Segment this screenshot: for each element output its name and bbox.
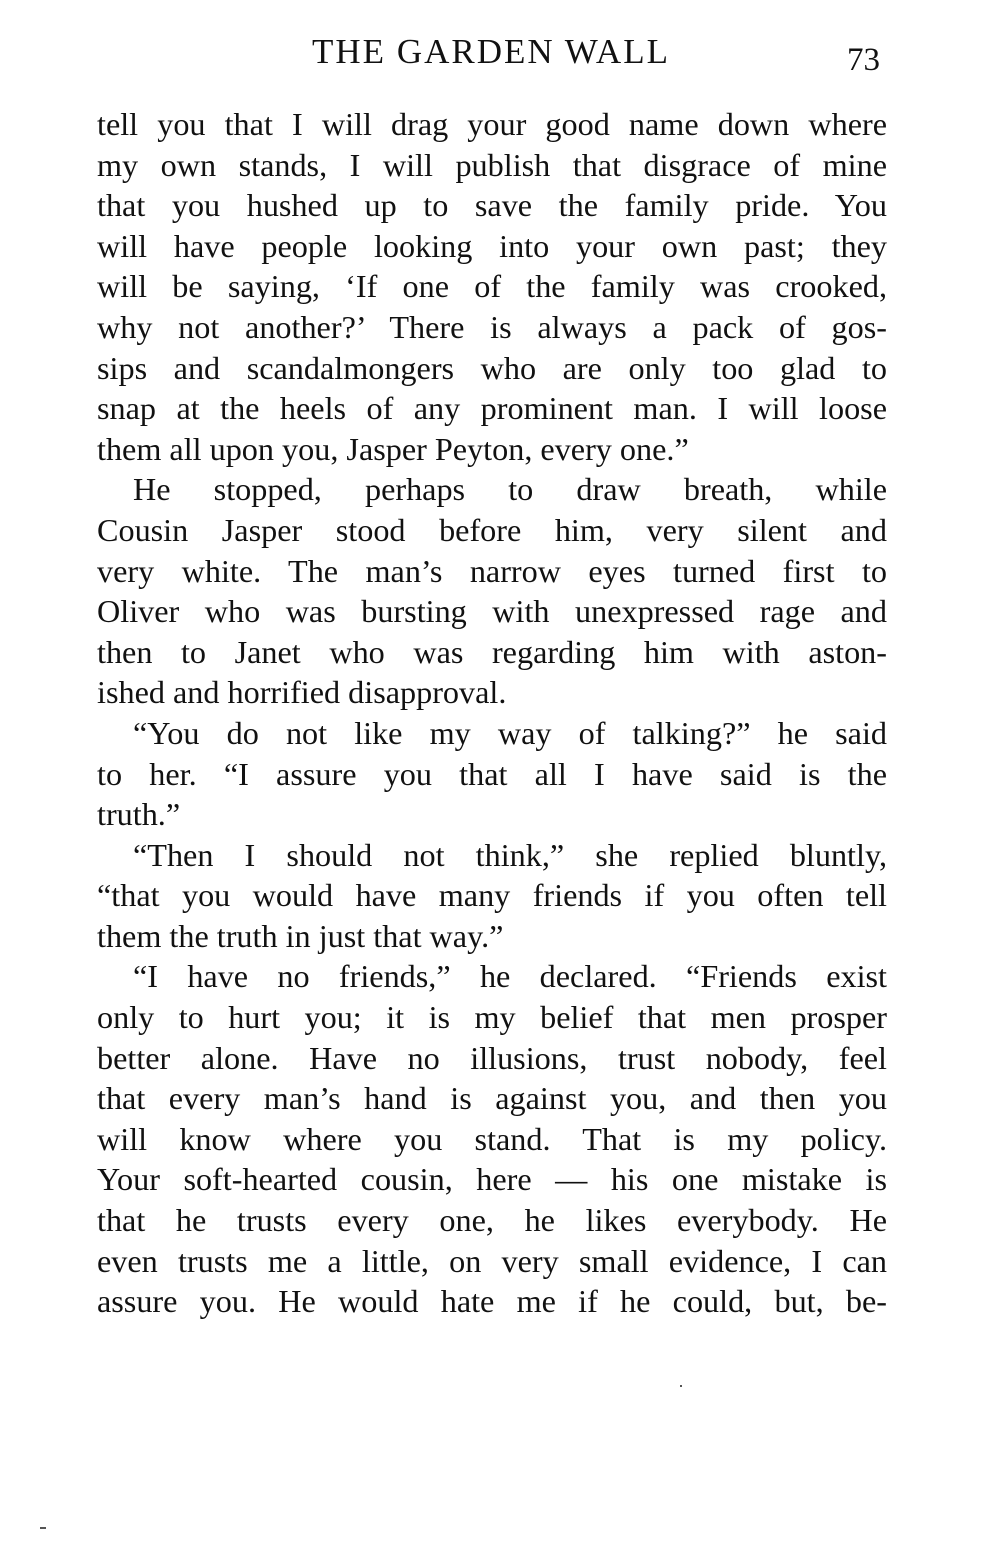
text-line: them all upon you, Jasper Peyton, every one.” <box>97 430 689 467</box>
scan-speck <box>680 1385 682 1387</box>
text-line: them the truth in just that way.” <box>97 917 504 954</box>
text-line: “that you would have many friends if you often tell <box>97 877 887 914</box>
text-line: that you hushed up to save the family pride. You <box>97 187 887 224</box>
text-line: snap at the heels of any prominent man. I will loose <box>97 390 887 427</box>
text-line: assure you. He would hate me if he could, but, be- <box>97 1283 887 1320</box>
text-line: “You do not like my way of talking?” he said <box>133 714 887 751</box>
text-line: truth.” <box>97 796 181 833</box>
text-line: to her. “I assure you that all I have said is the <box>97 755 887 792</box>
running-head <box>96 30 886 80</box>
text-line: Oliver who was bursting with unexpressed rage and <box>97 593 887 630</box>
scan-speck <box>40 1527 46 1529</box>
text-line: tell you that I will drag your good name down where <box>97 106 887 142</box>
text-line: ished and horrified disapproval. <box>97 674 507 711</box>
text-line: then to Janet who was regarding him with aston- <box>97 633 887 670</box>
text-line: even trusts me a little, on very small evidence, I can <box>97 1242 887 1279</box>
text-line: that he trusts every one, he likes everybody. He <box>97 1202 887 1239</box>
text-line: only to hurt you; it is my belief that men prosper <box>97 999 887 1036</box>
text-line: “Then I should not think,” she replied bluntly, <box>133 836 887 873</box>
body-text <box>97 104 887 1322</box>
text-line: Cousin Jasper stood before him, very silent and <box>97 511 887 548</box>
text-line: will know where you stand. That is my policy. <box>97 1120 887 1157</box>
text-line: sips and scandalmongers who are only too glad to <box>97 349 887 386</box>
text-line: will have people looking into your own past; they <box>97 227 887 264</box>
running-title: THE GARDEN WALL <box>312 32 670 71</box>
text-line: why not another?’ There is always a pack of gos- <box>97 308 887 345</box>
text-line: better alone. Have no illusions, trust nobody, feel <box>97 1039 887 1076</box>
text-line: will be saying, ‘If one of the family was crooked, <box>97 268 887 305</box>
text-line: very white. The man’s narrow eyes turned first to <box>97 552 887 589</box>
text-line: that every man’s hand is against you, and then you <box>97 1080 887 1117</box>
text-line: He stopped, perhaps to draw breath, while <box>133 471 887 508</box>
page-number: 73 <box>847 42 880 78</box>
text-line: “I have no friends,” he declared. “Friends exist <box>133 958 887 995</box>
text-line: my own stands, I will publish that disgrace of mine <box>97 146 887 183</box>
text-line: Your soft-hearted cousin, here — his one mistake is <box>97 1161 887 1198</box>
